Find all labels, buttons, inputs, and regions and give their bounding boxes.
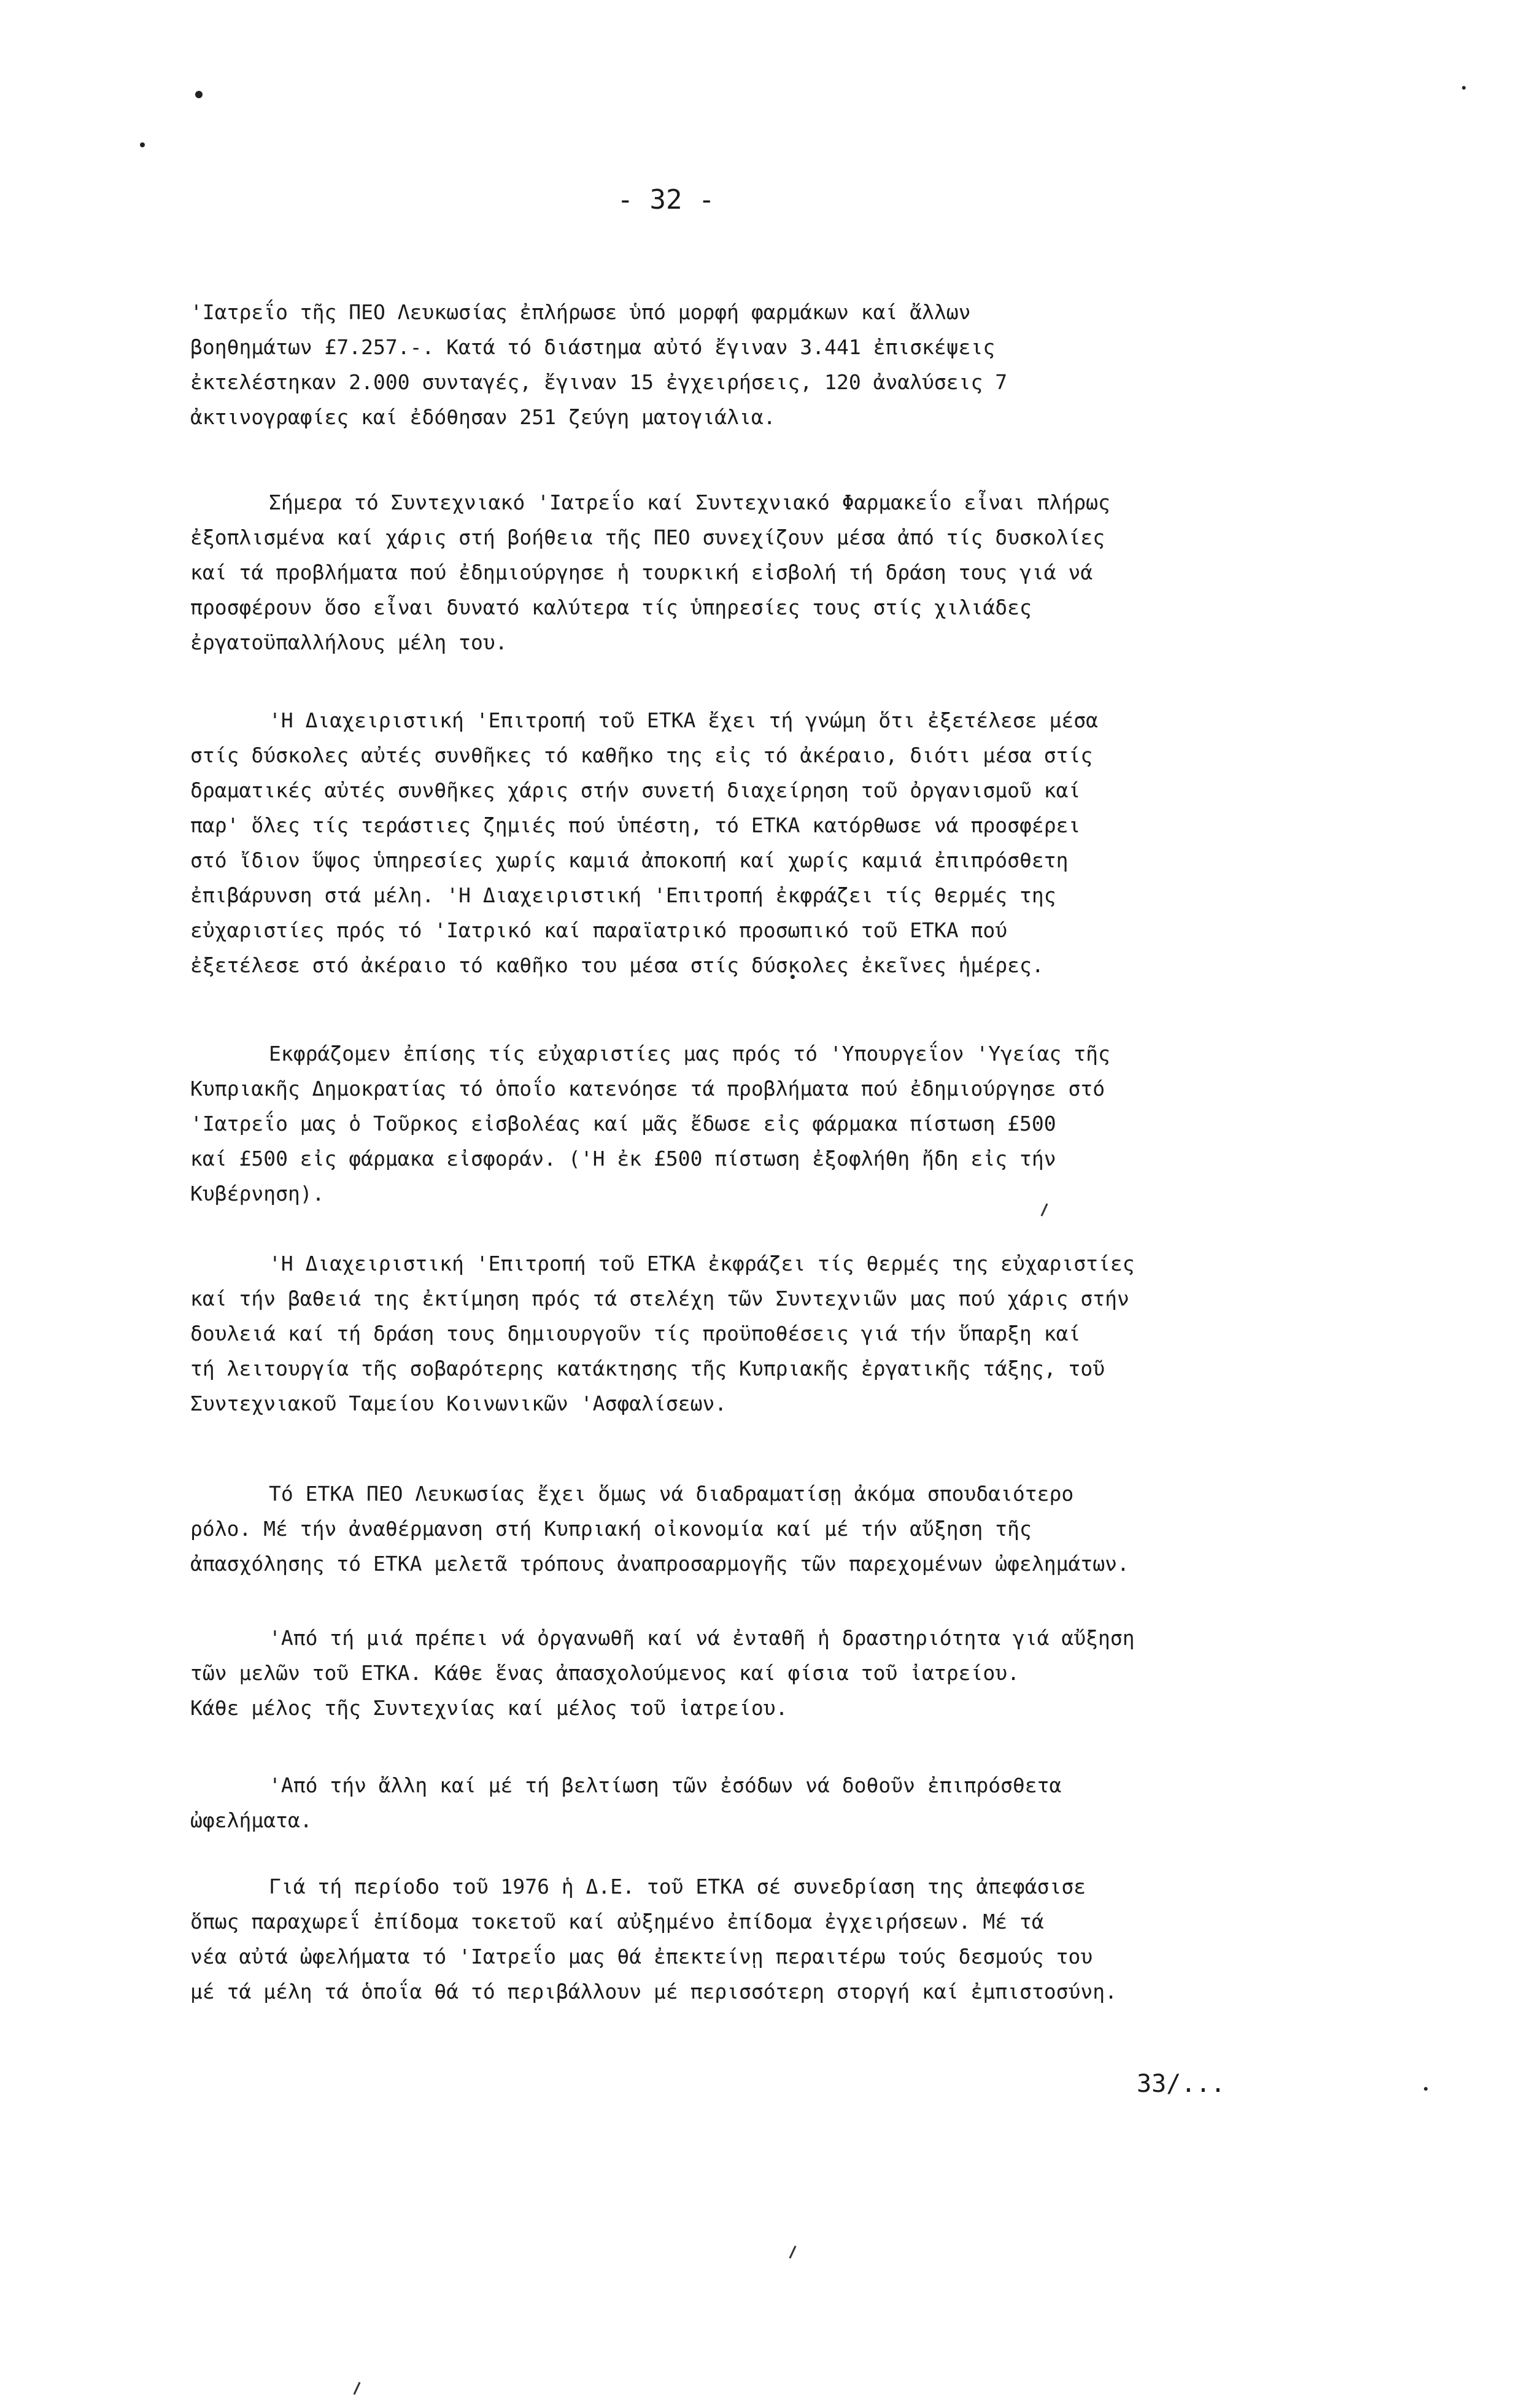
text-line: μέ τά μέλη τά ὁποΐα θά τό περιβάλλουν μέ περισσότερη στοργή καί ἐμπιστοσύνη. — [190, 1980, 1117, 2003]
text-line: νέα αὐτά ὠφελήματα τό 'Ιατρεΐο μας θά ἐπεκτείνῃ περαιτέρω τούς δεσμούς του — [190, 1945, 1093, 1969]
text-line: Συντεχνιακοῦ Ταμείου Κοινωνικῶν 'Ασφαλίσεων. — [190, 1392, 727, 1415]
text-line: Κάθε μέλος τῆς Συντεχνίας καί μέλος τοῦ ἰατρείου. — [190, 1696, 788, 1720]
text-line: προσφέρουν ὅσο εἶναι δυνατό καλύτερα τίς ὑπηρεσίες τους στίς χιλιάδες — [190, 595, 1032, 619]
scan-speck — [1424, 2087, 1428, 2091]
scan-mark — [353, 2382, 360, 2394]
paragraph-4 — [190, 1036, 1381, 1211]
text-line: στό ἴδιον ὕψος ὑπηρεσίες χωρίς καμιά ἀποκοπή καί χωρίς καμιά ἐπιπρόσθετη — [190, 848, 1069, 872]
text-line: καί τά προβλήματα πού ἐδημιούργησε ἡ τουρκική εἰσβολή τή δράση τους γιά νά — [190, 560, 1093, 584]
paragraph-3 — [190, 703, 1381, 983]
paragraph-8 — [190, 1768, 1381, 1838]
text-line: εὐχαριστίες πρός τό 'Ιατρικό καί παραϊατρικό προσωπικό τοῦ ΕΤΚΑ πού — [190, 918, 1008, 942]
text-line: Σήμερα τό Συντεχνιακό 'Ιατρεΐο καί Συντεχνιακό Φαρμακεΐο εἶναι πλήρως — [269, 490, 1110, 514]
text-line: ἀπασχόλησης τό ΕΤΚΑ μελετᾶ τρόπους ἀναπροσαρμογῆς τῶν παρεχομένων ὠφελημάτων. — [190, 1552, 1129, 1576]
text-line: ὠφελήματα. — [190, 1808, 312, 1832]
scan-speck — [140, 142, 145, 147]
text-line: στίς δύσκολες αὐτές συνθῆκες τό καθῆκο της εἰς τό ἀκέραιο, διότι μέσα στίς — [190, 743, 1093, 767]
text-line: δραματικές αὐτές συνθῆκες χάρις στήν συνετή διαχείρηση τοῦ ὀργανισμοῦ καί — [190, 778, 1081, 802]
scan-speck — [1462, 86, 1466, 90]
text-line: δουλειά καί τή δράση τους δημιουργοῦν τίς προϋποθέσεις γιά τήν ὕπαρξη καί — [190, 1322, 1081, 1345]
text-line: τῶν μελῶν τοῦ ΕΤΚΑ. Κάθε ἕνας ἀπασχολούμενος καί φίσια τοῦ ἰατρείου. — [190, 1661, 1020, 1685]
text-line: ὅπως παραχωρεΐ ἐπίδομα τοκετοῦ καί αὐξημένο ἐπίδομα ἐγχειρήσεων. Μέ τά — [190, 1910, 1044, 1934]
text-line: ρόλο. Μέ τήν ἀναθέρμανση στή Κυπριακή οἰκονομία καί μέ τήν αὔξηση τῆς — [190, 1517, 1032, 1541]
paragraph-6 — [190, 1476, 1381, 1581]
text-line: ἐξοπλισμένα καί χάρις στή βοήθεια τῆς ΠΕΟ συνεχίζουν μέσα ἀπό τίς δυσκολίες — [190, 525, 1105, 549]
paragraph-7 — [190, 1620, 1381, 1725]
continuation-marker: 33/... — [1137, 2070, 1226, 2098]
text-line: 'Η Διαχειριστική 'Επιτροπή τοῦ ΕΤΚΑ ἔχει τή γνώμη ὅτι ἐξετέλεσε μέσα — [269, 708, 1099, 732]
text-line: ἐργατοϋπαλλήλους μέλη του. — [190, 630, 508, 654]
paragraph-5 — [190, 1246, 1381, 1421]
text-line: Τό ΕΤΚΑ ΠΕΟ Λευκωσίας ἔχει ὅμως νά διαδραματίσῃ ἀκόμα σπουδαιότερο — [269, 1482, 1074, 1506]
paragraph-9 — [190, 1869, 1381, 2009]
text-line: ἐπιβάρυνση στά μέλη. 'Η Διαχειριστική 'Επιτροπή ἐκφράζει τίς θερμές της — [190, 883, 1056, 907]
paragraph-2 — [190, 485, 1381, 660]
page-number: - 32 - — [617, 184, 715, 215]
text-line: ἐξετέλεσε στό ἀκέραιο τό καθῆκο του μέσα στίς δύσκολες ἐκεῖνες ἡμέρες. — [190, 953, 1044, 977]
text-line: ἐκτελέστηκαν 2.000 συνταγές, ἔγιναν 15 ἐγχειρήσεις, 120 ἀναλύσεις 7 — [190, 370, 1008, 394]
text-line: Γιά τή περίοδο τοῦ 1976 ἡ Δ.Ε. τοῦ ΕΤΚΑ σέ συνεδρίαση της ἀπεφάσισε — [269, 1875, 1086, 1899]
scan-mark — [789, 2245, 796, 2258]
text-line: καί τήν βαθειά της ἐκτίμηση πρός τά στελέχη τῶν Συντεχνιῶν μας πού χάρις στήν — [190, 1287, 1129, 1310]
paragraph-1 — [190, 295, 1381, 435]
scan-speck — [195, 91, 203, 98]
text-line: παρ' ὅλες τίς τεράστιες ζημιές πού ὑπέστη, τό ΕΤΚΑ κατόρθωσε νά προσφέρει — [190, 813, 1081, 837]
text-line: 'Από τήν ἄλλη καί μέ τή βελτίωση τῶν ἐσόδων νά δοθοῦν ἐπιπρόσθετα — [269, 1773, 1062, 1797]
text-line: 'Ιατρεΐο μας ὁ Τοῦρκος εἰσβολέας καί μᾶς ἔδωσε εἰς φάρμακα πίστωση £500 — [190, 1112, 1056, 1136]
text-line: Κυπριακῆς Δημοκρατίας τό ὁποΐο κατενόησε τά προβλήματα πού ἐδημιούργησε στό — [190, 1077, 1105, 1101]
text-line: τή λειτουργία τῆς σοβαρότερης κατάκτησης τῆς Κυπριακῆς ἐργατικῆς τάξης, τοῦ — [190, 1357, 1105, 1380]
text-line: καί £500 εἰς φάρμακα εἰσφοράν. ('Η ἐκ £500 πίστωση ἐξοφλήθη ἤδη εἰς τήν — [190, 1147, 1056, 1171]
text-line: βοηθημάτων £7.257.-. Κατά τό διάστημα αὐτό ἔγιναν 3.441 ἐπισκέψεις — [190, 335, 996, 359]
text-line: Κυβέρνηση). — [190, 1182, 325, 1206]
text-line: 'Από τή μιά πρέπει νά ὀργανωθῆ καί νά ἐνταθῆ ἡ δραστηριότητα γιά αὔξηση — [269, 1626, 1135, 1650]
text-line: Εκφράζομεν ἐπίσης τίς εὐχαριστίες μας πρός τό 'Υπουργεΐον 'Υγείας τῆς — [269, 1042, 1110, 1066]
text-line: ἀκτινογραφίες καί ἐδόθησαν 251 ζεύγη ματογιάλια. — [190, 405, 776, 429]
text-line: 'Η Διαχειριστική 'Επιτροπή τοῦ ΕΤΚΑ ἐκφράζει τίς θερμές της εὐχαριστίες — [269, 1252, 1135, 1276]
text-line: 'Ιατρεΐο τῆς ΠΕΟ Λευκωσίας ἐπλήρωσε ὑπό μορφή φαρμάκων καί ἄλλων — [190, 300, 971, 324]
